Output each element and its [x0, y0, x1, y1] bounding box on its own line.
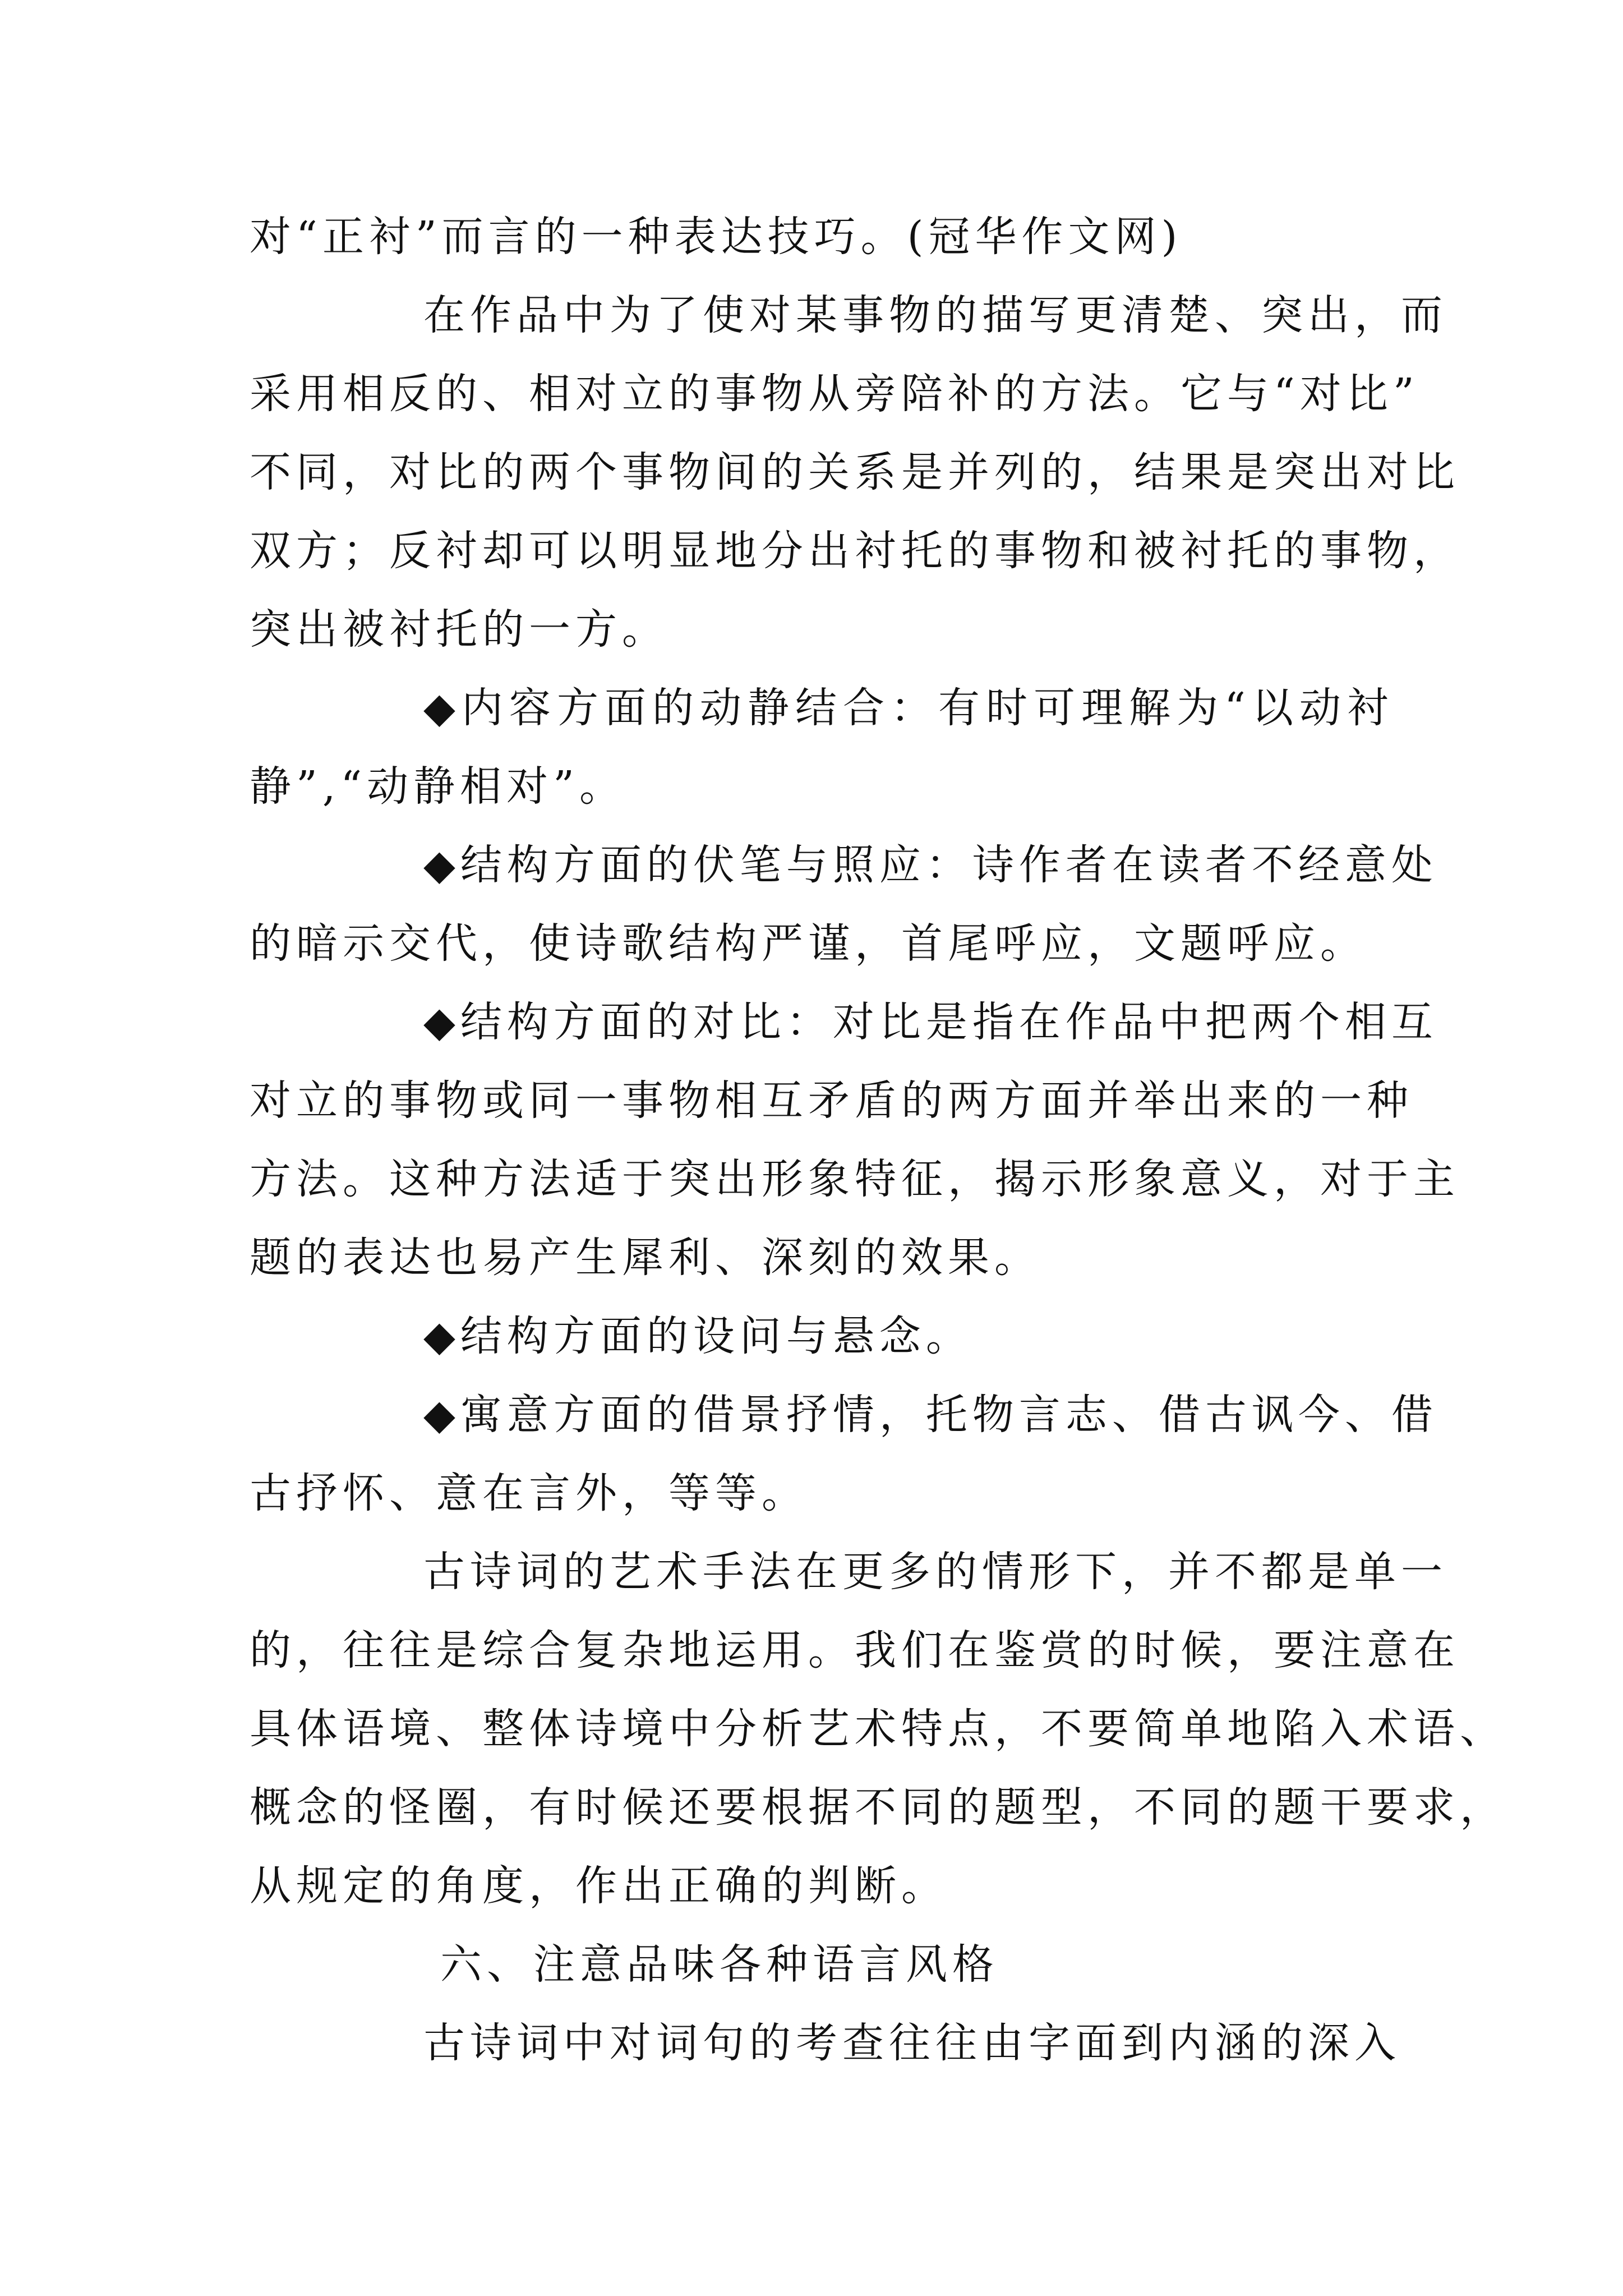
- text-line-15: ◆结构方面的设问与悬念。: [423, 1312, 972, 1360]
- text-line-4: 不同，对比的两个事物间的关系是并列的，结果是突出对比: [250, 448, 1460, 496]
- text-line-24: 古诗词中对词句的考查往往由字面到内涵的深入: [423, 2019, 1401, 2067]
- text-line-16: ◆寓意方面的借景抒情，托物言志、借古讽今、借: [423, 1391, 1438, 1439]
- text-line-3: 采用相反的、相对立的事物从旁陪补的方法。它与“对比”: [250, 370, 1419, 418]
- text-line-7: ◆内容方面的动静结合：有时可理解为“以动衬: [423, 684, 1394, 732]
- text-line-14: 题的表达也易产生犀利、深刻的效果。: [250, 1234, 1041, 1282]
- text-line-9: ◆结构方面的伏笔与照应：诗作者在读者不经意处: [423, 841, 1438, 889]
- text-line-20: 具体语境、整体诗境中分析艺术特点，不要简单地陷入术语、: [250, 1705, 1506, 1753]
- text-line-5: 双方；反衬却可以明显地分出衬托的事物和被衬托的事物，: [250, 527, 1460, 575]
- text-line-6: 突出被衬托的一方。: [250, 605, 668, 654]
- text-line-13: 方法。这种方法适于突出形象特征，揭示形象意义，对于主: [250, 1155, 1460, 1203]
- text-line-2: 在作品中为了使对某事物的描写更清楚、突出，而: [423, 291, 1447, 339]
- text-line-10: 的暗示交代，使诗歌结构严谨，首尾呼应，文题呼应。: [250, 919, 1367, 968]
- text-line-18: 古诗词的艺术手法在更多的情形下，并不都是单一: [423, 1548, 1447, 1596]
- text-line-19: 的，往往是综合复杂地运用。我们在鉴赏的时候，要注意在: [250, 1626, 1460, 1674]
- text-line-22: 从规定的角度，作出正确的判断。: [250, 1862, 948, 1910]
- text-line-8: 静”,“动静相对”。: [250, 762, 626, 811]
- text-line-17: 古抒怀、意在言外，等等。: [250, 1469, 808, 1517]
- section-heading: 六、注意品味各种语言风格: [440, 1940, 999, 1989]
- text-line-11: ◆结构方面的对比：对比是指在作品中把两个相互: [423, 998, 1438, 1046]
- text-line-1: 对“正衬”而言的一种表达技巧。(冠华作文网): [250, 213, 1183, 261]
- text-line-21: 概念的怪圈，有时候还要根据不同的题型，不同的题干要求，: [250, 1783, 1506, 1832]
- text-line-12: 对立的事物或同一事物相互矛盾的两方面并举出来的一种: [250, 1076, 1413, 1125]
